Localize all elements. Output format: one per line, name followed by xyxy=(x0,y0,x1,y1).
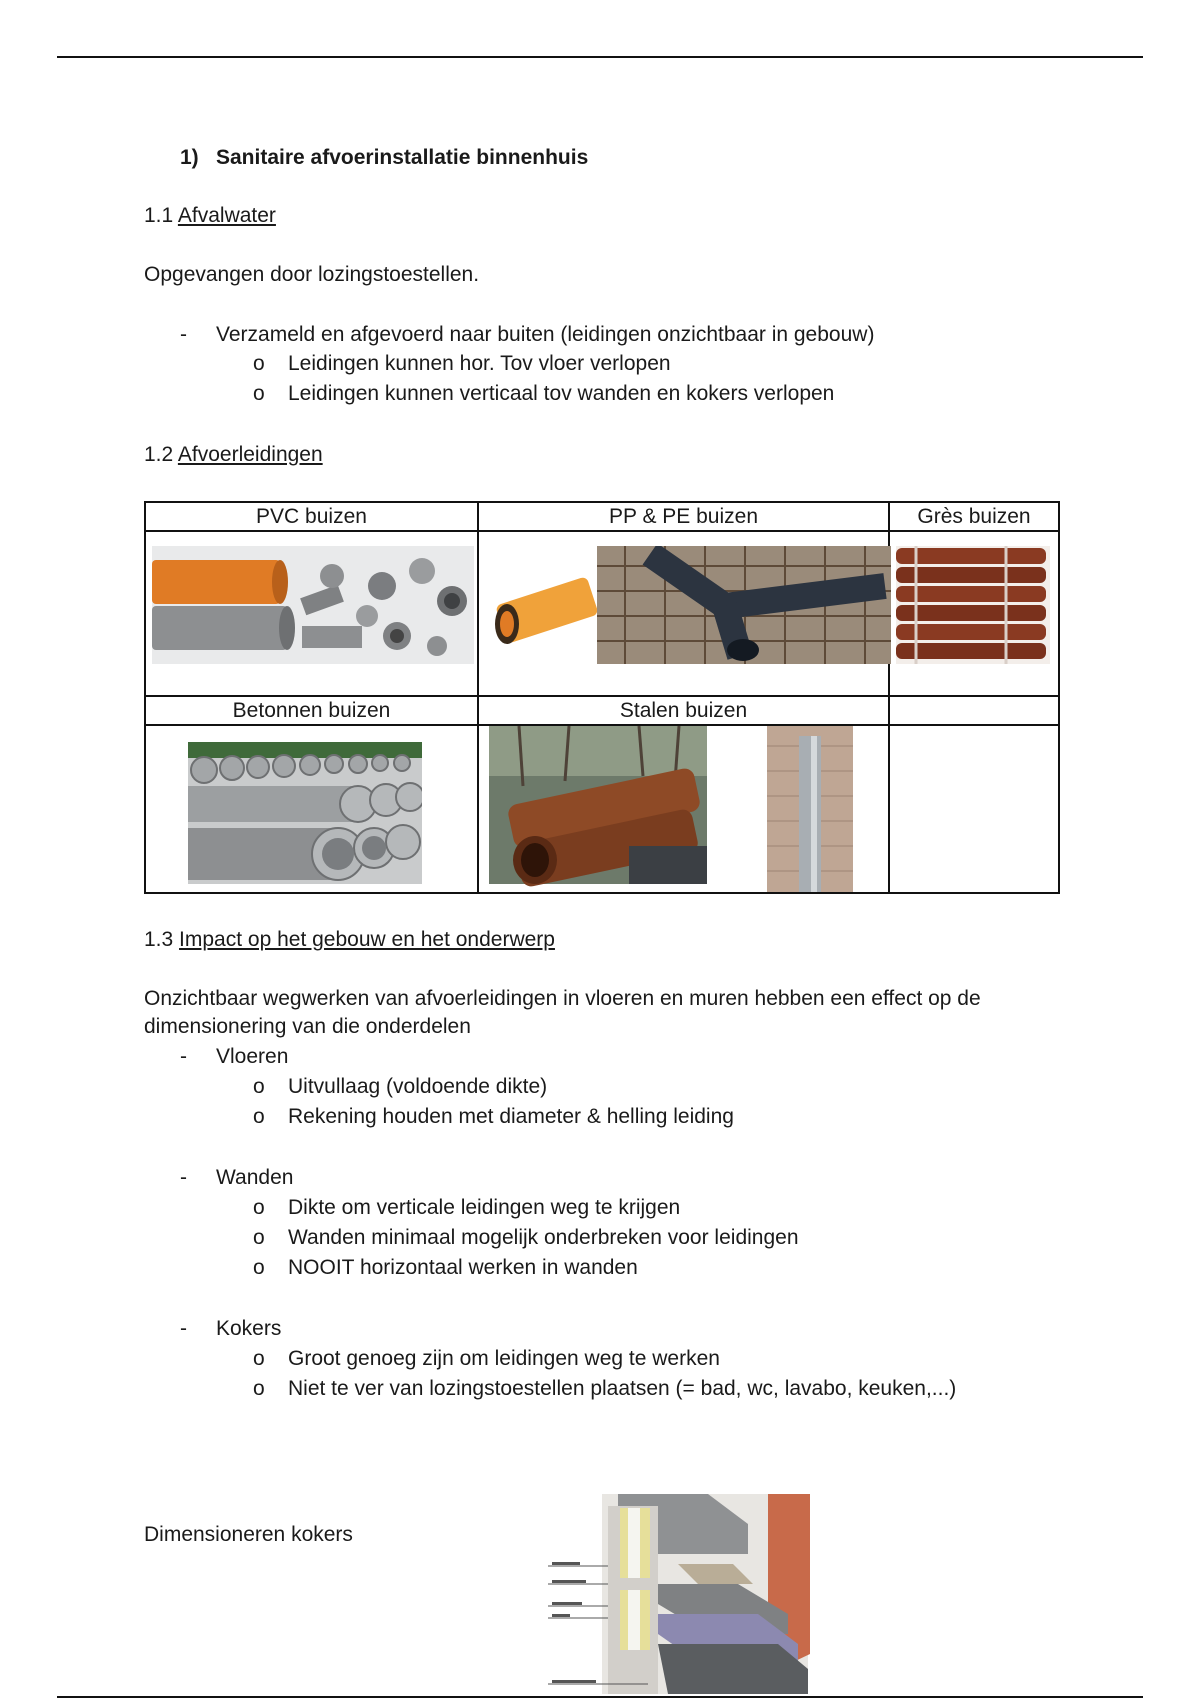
concrete-pipes-image xyxy=(188,742,422,884)
footer-rule xyxy=(57,1696,1143,1698)
sub-bullet-text: Rekening houden met diameter & helling leiding xyxy=(288,1105,734,1128)
bullet-dash: - xyxy=(180,1166,187,1189)
sub-bullet-text: Leidingen kunnen hor. Tov vloer verlopen xyxy=(288,352,671,375)
impact-intro-line-1: Onzichtbaar wegwerken van afvoerleidingen in vloeren en muren hebben een effect op de xyxy=(144,987,981,1010)
sub-bullet-marker: o xyxy=(253,1226,265,1249)
bullet-dash: - xyxy=(180,323,187,346)
pp-pe-pipes-image xyxy=(485,546,891,664)
bullet-dash: - xyxy=(180,1045,187,1068)
shaft-diagram-image xyxy=(548,1494,810,1694)
cell-gres-images xyxy=(889,531,1059,696)
pipe-types-table xyxy=(144,501,1060,894)
sub-bullet-text: Dikte om verticale leidingen weg te krijgen xyxy=(288,1196,681,1219)
sub-bullet-marker: o xyxy=(253,1105,265,1128)
steel-pipes-image xyxy=(489,726,885,892)
cell-pp-pe-images xyxy=(478,531,889,696)
gres-pipes-image xyxy=(896,546,1050,664)
pvc-pipes-image xyxy=(152,546,474,664)
sub-bullet-marker: o xyxy=(253,1256,265,1279)
subsection-heading-1-1 xyxy=(144,204,276,228)
header-empty xyxy=(889,696,1059,725)
subsection-title: Impact op het gebouw en het onderwerp xyxy=(179,928,555,951)
bullet-dash: - xyxy=(180,1317,187,1340)
sub-bullet-marker: o xyxy=(253,1377,265,1400)
header-pvc: PVC buizen xyxy=(145,502,478,531)
sub-bullet-text: Groot genoeg zijn om leidingen weg te werken xyxy=(288,1347,720,1370)
bullet-text: Verzameld en afgevoerd naar buiten (leidingen onzichtbaar in gebouw) xyxy=(216,323,875,346)
subsection-number: 1.1 xyxy=(144,204,174,227)
section-title: Sanitaire afvoerinstallatie binnenhuis xyxy=(216,146,589,169)
sub-bullet-marker: o xyxy=(253,1196,265,1219)
cell-staal-images xyxy=(478,725,889,893)
sub-bullet-text: Uitvullaag (voldoende dikte) xyxy=(288,1075,548,1098)
subsection-heading-1-3 xyxy=(144,928,555,952)
group-label-kokers: Kokers xyxy=(216,1317,282,1340)
group-label-wanden: Wanden xyxy=(216,1166,294,1189)
cell-pvc-images xyxy=(145,531,478,696)
header-rule xyxy=(57,56,1143,58)
impact-intro-line-2: dimensionering van die onderdelen xyxy=(144,1015,471,1038)
sub-bullet-text: NOOIT horizontaal werken in wanden xyxy=(288,1256,638,1279)
header-pp-pe: PP & PE buizen xyxy=(478,502,889,531)
header-staal: Stalen buizen xyxy=(478,696,889,725)
dimension-label: Dimensioneren kokers xyxy=(144,1523,353,1546)
cell-empty xyxy=(889,725,1059,893)
sub-bullet-marker: o xyxy=(253,352,265,375)
subsection-title: Afvoerleidingen xyxy=(177,443,323,466)
subsection-title: Afvalwater xyxy=(177,204,276,227)
group-label-vloeren: Vloeren xyxy=(216,1045,289,1068)
subsection-heading-1-2 xyxy=(144,443,323,467)
afvalwater-intro: Opgevangen door lozingstoestellen. xyxy=(144,263,480,286)
subsection-number: 1.3 xyxy=(144,928,174,951)
header-gres: Grès buizen xyxy=(889,502,1059,531)
sub-bullet-marker: o xyxy=(253,1075,265,1098)
subsection-number: 1.2 xyxy=(144,443,174,466)
sub-bullet-marker: o xyxy=(253,382,265,405)
sub-bullet-text: Niet te ver van lozingstoestellen plaatsen (= bad, wc, lavabo, keuken,...) xyxy=(288,1377,957,1400)
header-beton: Betonnen buizen xyxy=(145,696,478,725)
cell-beton-images xyxy=(145,725,478,893)
sub-bullet-text: Leidingen kunnen verticaal tov wanden en kokers verlopen xyxy=(288,382,835,405)
sub-bullet-marker: o xyxy=(253,1347,265,1370)
section-number: 1) xyxy=(180,146,199,169)
sub-bullet-text: Wanden minimaal mogelijk onderbreken voor leidingen xyxy=(288,1226,799,1249)
